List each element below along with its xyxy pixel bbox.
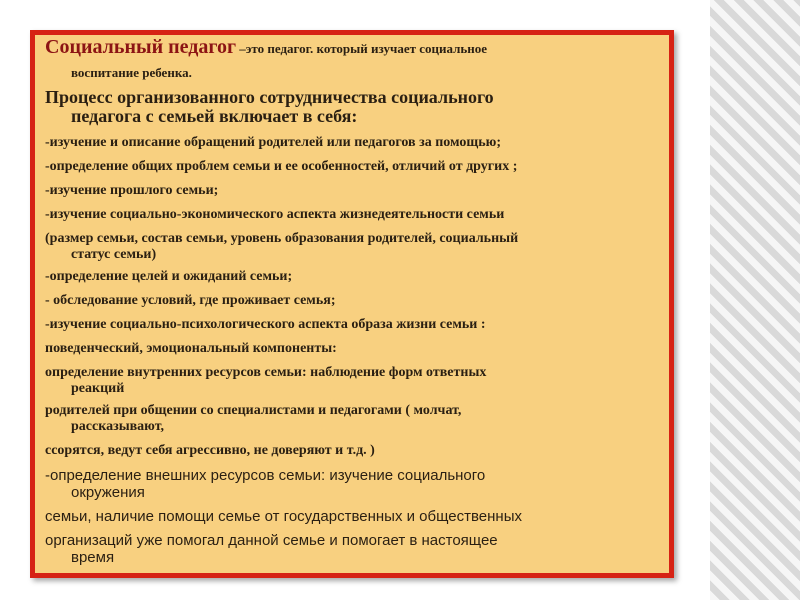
list-item: -изучение социально-психологического аспекта образа жизни семьи : <box>45 317 486 332</box>
list-item: определение внутренних ресурсов семьи: наблюдение форм ответных <box>45 365 487 380</box>
list-item: семьи, наличие помощи семье от государственных и общественных <box>45 508 522 525</box>
list-item: (размер семьи, состав семьи, уровень образования родителей, социальный <box>45 231 519 246</box>
list-item: ссорятся, ведут себя агрессивно, не доверяют и т.д. ) <box>45 443 375 458</box>
list-item-cont: окружения <box>71 484 145 501</box>
list-item: родителей при общении со специалистами и педагогами ( молчат, <box>45 403 462 418</box>
title-definition: –это педагог. который изучает социальное <box>236 41 488 56</box>
list-item-cont: статус семьи) <box>71 247 157 262</box>
list-item: - обследование условий, где проживает семья; <box>45 293 336 308</box>
list-item: поведенческий, эмоциональный компоненты: <box>45 341 337 356</box>
list-item: -определение целей и ожиданий семьи; <box>45 269 293 284</box>
list-item: организаций уже помогал данной семье и помогает в настоящее <box>45 532 498 549</box>
list-item-cont: рассказывают, <box>71 419 165 434</box>
section-heading: Процесс организованного сотрудничества социального <box>45 87 494 107</box>
list-item-cont: время <box>71 549 115 566</box>
list-item: -определение внешних ресурсов семьи: изучение социального <box>45 467 486 484</box>
decorative-stripe-panel <box>710 0 800 600</box>
list-item-cont: реакций <box>71 381 125 396</box>
list-item: -определение общих проблем семьи и ее особенностей, отличий от других ; <box>45 159 518 174</box>
list-item: -изучение социально-экономического аспекта жизнедеятельности семьи <box>45 207 505 222</box>
title-line <box>45 36 661 58</box>
list-item: -изучение и описание обращений родителей или педагогов за помощью; <box>45 135 501 150</box>
section-heading-cont: педагога с семьей включает в себя: <box>71 106 358 126</box>
title-definition-cont: воспитание ребенка. <box>71 65 192 80</box>
list-item: -изучение прошлого семьи; <box>45 183 219 198</box>
title-term: Социальный педагог <box>45 36 237 58</box>
content-card <box>30 30 674 578</box>
